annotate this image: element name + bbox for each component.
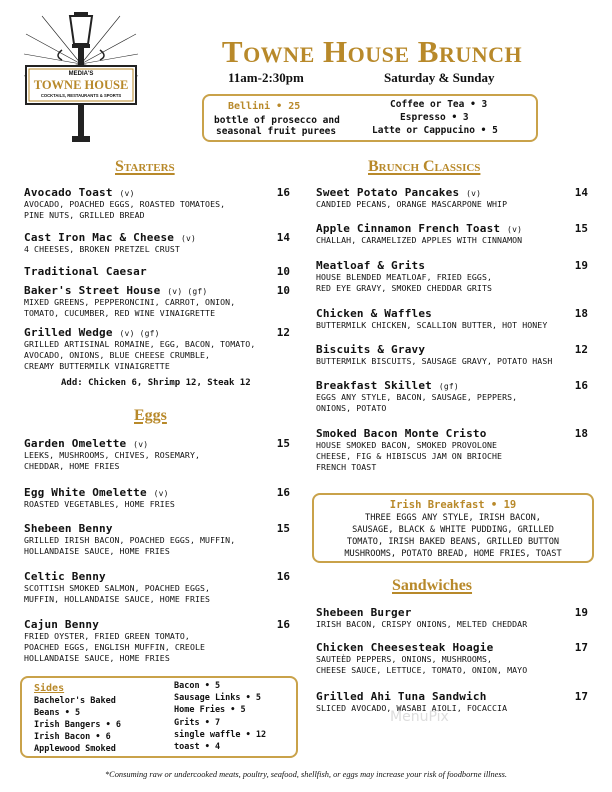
menu-item [316,259,594,294]
item-name: Grilled Wedge [24,326,113,339]
item-name: Shebeen Burger [316,606,412,619]
irish-breakfast-title: Irish Breakfast • 19 [389,499,517,511]
item-price: 16 [276,618,290,631]
coffee-tea: Coffee or Tea • 3 [390,99,488,110]
item-name: Apple Cinnamon French Toast [316,222,501,235]
item-desc: RED EYE GRAVY, SMOKED CHEDDAR GRITS [316,283,493,293]
item-name: Garden Omelette [24,437,127,450]
item-desc: CHEESE SAUCE, LETTUCE, TOMATO, ONION, MAYO [316,665,528,675]
bellini-title: Bellini • 25 [228,101,301,112]
item-name: Celtic Benny [24,570,106,583]
item-price: 15 [276,437,290,450]
item-name: Sweet Potato Pancakes [316,186,460,199]
item-desc: GRILLED IRISH BACON, POACHED EGGS, MUFFIN, [24,535,236,545]
irish-breakfast-desc: MUSHROOMS, POTATO BREAD, HOME FRIES, TOAST [344,549,562,559]
item-desc: CHEDDAR, HOME FRIES [24,461,120,471]
item-desc: MIXED GREENS, PEPPERONCINI, CARROT, ONION, [24,297,236,307]
item-desc: ROASTED VEGETABLES, HOME FRIES [24,499,175,509]
item-desc: 4 CHEESES, BROKEN PRETZEL CRUST [24,244,180,254]
irish-breakfast-desc: TOMATO, IRISH BAKED BEANS, GRILLED BUTTON [346,537,560,547]
latte: Latte or Cappucino • 5 [372,125,498,136]
item-desc: BUTTERMILK CHICKEN, SCALLION BUTTER, HOT HONEY [316,320,548,330]
item-tag: (v) [133,440,149,449]
days-text: Saturday & Sunday [384,70,495,85]
item-desc: SLICED AVOCADO, WASABI AIOLI, FOCACCIA [316,703,508,713]
sides-box [20,676,298,758]
irish-breakfast-desc: THREE EGGS ANY STYLE, IRISH BACON, [365,513,541,523]
sandwiches-heading: Sandwiches [392,577,473,594]
item-desc: HOLLANDAISE SAUCE, HOME FRIES [24,653,170,663]
menu-item [24,437,290,472]
item-price: 18 [574,307,588,320]
logo [22,4,140,149]
item-price: 16 [276,486,290,499]
item-name: Biscuits & Gravy [316,343,426,356]
menu-item [24,231,290,255]
watermark: MenuPix [390,709,449,725]
item-desc: PINE NUTS, GRILLED BREAD [24,210,145,220]
brunch-classics-heading: Brunch Classics [368,158,481,175]
item-price: 17 [574,641,588,654]
page-title: Towne House Brunch [221,34,523,69]
item-desc: MUFFIN, HOLLANDAISE SAUCE, HOME FRIES [24,594,211,604]
item-price: 16 [276,570,290,583]
side-item: toast • 4 [174,742,221,752]
menu-item [316,379,594,414]
item-desc: BUTTERMILK BISCUITS, SAUSAGE GRAVY, POTATO HASH [316,356,553,366]
add-protein-line: Add: Chicken 6, Shrimp 12, Steak 12 [61,378,251,388]
item-price: 16 [276,186,290,199]
item-desc: IRISH BACON, CRISPY ONIONS, MELTED CHEDDAR [316,619,528,629]
item-name: Cast Iron Mac & Cheese [24,231,175,244]
irish-breakfast-box [312,493,594,563]
side-item: Beans • 5 [34,708,81,718]
item-price: 12 [276,326,290,339]
item-tag: (v) [466,189,482,198]
menu-item [24,570,290,605]
item-desc: FRIED OYSTER, FRIED GREEN TOMATO, [24,631,190,641]
side-item: Sausage Links • 5 [174,693,261,703]
bellini-desc-1: bottle of prosecco and [214,115,340,126]
item-tag: (gf) [438,382,459,391]
side-item: single waffle • 12 [174,730,267,740]
item-name: Grilled Ahi Tuna Sandwich [316,690,487,703]
side-item: Bachelor's Baked [34,696,116,706]
side-item: Irish Bacon • 6 [34,732,111,742]
menu-item [24,326,290,372]
logo-sub-text: COCKTAILS, RESTAURANTS & SPORTS [40,93,122,98]
menu-item [24,186,290,221]
side-item: Home Fries • 5 [174,705,246,715]
menu-item [24,486,290,510]
item-desc: ONIONS, POTATO [316,403,387,413]
logo-main-text: TOWNE HOUSE [33,78,129,92]
starters-heading: Starters [115,158,175,175]
item-name: Cajun Benny [24,618,100,631]
menu-item [316,641,594,676]
item-price: 19 [574,606,588,619]
side-item: Bacon • 5 [174,681,221,691]
item-tag: (v) [180,234,196,243]
item-desc: SCOTTISH SMOKED SALMON, POACHED EGGS, [24,583,211,593]
side-item: Grits • 7 [174,718,221,728]
item-price: 10 [276,284,290,297]
menu-item [24,284,290,319]
item-desc: CHALLAH, CARAMELIZED APPLES WITH CINNAMON [316,235,523,245]
irish-breakfast-desc: SAUSAGE, BLACK & WHITE PUDDING, GRILLED [352,525,554,535]
menu-item [316,186,594,210]
logo-top-text: MEDIA'S [68,71,94,77]
item-desc: GRILLED ARTISINAL ROMAINE, EGG, BACON, TOMATO, [24,339,256,349]
item-name: Egg White Omelette [24,486,147,499]
side-item: Irish Bangers • 6 [34,720,121,730]
item-desc: HOUSE SMOKED BACON, SMOKED PROVOLONE [316,440,498,450]
item-price: 12 [574,343,588,356]
menu-item [316,307,594,331]
menu-item [316,222,594,246]
espresso: Espresso • 3 [400,112,469,123]
item-tag: (v) [153,489,169,498]
menu-item [24,522,290,557]
item-desc: HOLLANDAISE SAUCE, HOME FRIES [24,546,170,556]
eggs-heading: Eggs [134,407,167,424]
item-name: Avocado Toast [24,186,113,199]
item-name: Smoked Bacon Monte Cristo [316,427,487,440]
item-desc: EGGS ANY STYLE, BACON, SAUSAGE, PEPPERS, [316,392,518,402]
item-desc: SAUTEÈD PEPPERS, ONIONS, MUSHROOMS, [316,654,493,664]
item-price: 14 [574,186,588,199]
item-price: 16 [574,379,588,392]
item-price: 19 [574,259,588,272]
bellini-desc-2: seasonal fruit purees [216,126,337,137]
hours-text: 11am-2:30pm [228,70,304,85]
item-tag: (v) (gf) [167,287,208,296]
item-price: 14 [276,231,290,244]
item-desc: CREAMY BUTTERMILK VINAIGRETTE [24,361,170,371]
item-price: 18 [574,427,588,440]
item-price: 15 [574,222,588,235]
menu-item [316,606,594,630]
footnote: *Consuming raw or undercooked meats, poultry, seafood, shellfish, or eggs may increase your risk of foodborne illness. [104,770,508,779]
menu-item [316,427,594,473]
menu-item [24,618,290,664]
item-price: 15 [276,522,290,535]
item-price: 17 [574,690,588,703]
item-name: Chicken & Waffles [316,307,432,320]
item-name: Chicken Cheesesteak Hoagie [316,641,494,654]
item-tag: (v) (gf) [119,329,160,338]
item-desc: AVOCADO, POACHED EGGS, ROASTED TOMATOES, [24,199,226,209]
item-name: Breakfast Skillet [316,379,432,392]
item-name: Meatloaf & Grits [316,259,426,272]
item-tag: (v) [119,189,135,198]
item-desc: FRENCH TOAST [316,462,377,472]
item-desc: CANDIED PECANS, ORANGE MASCARPONE WHIP [316,199,508,209]
drinks-box [202,94,538,142]
menu-item [316,343,594,367]
item-desc: POACHED EGGS, ENGLISH MUFFIN, CREOLE [24,642,206,652]
sides-heading: Sides [34,683,65,694]
side-item: Applewood Smoked [34,744,116,754]
menu-item [24,265,290,278]
item-name: Baker's Street House [24,284,161,297]
item-desc: TOMATO, CUCUMBER, RED WINE VINAIGRETTE [24,308,216,318]
item-name: Shebeen Benny [24,522,113,535]
item-desc: CHEESE, FIG & HIBISCUS JAM ON BRIOCHE [316,451,503,461]
item-tag: (v) [507,225,523,234]
item-desc: HOUSE BLENDED MEATLOAF, FRIED EGGS, [316,272,493,282]
item-desc: AVOCADO, ONIONS, BLUE CHEESE CRUMBLE, [24,350,211,360]
menu-item [316,690,594,714]
item-price: 10 [276,265,290,278]
item-desc: LEEKS, MUSHROOMS, CHIVES, ROSEMARY, [24,450,201,460]
item-name: Traditional Caesar [24,265,147,278]
